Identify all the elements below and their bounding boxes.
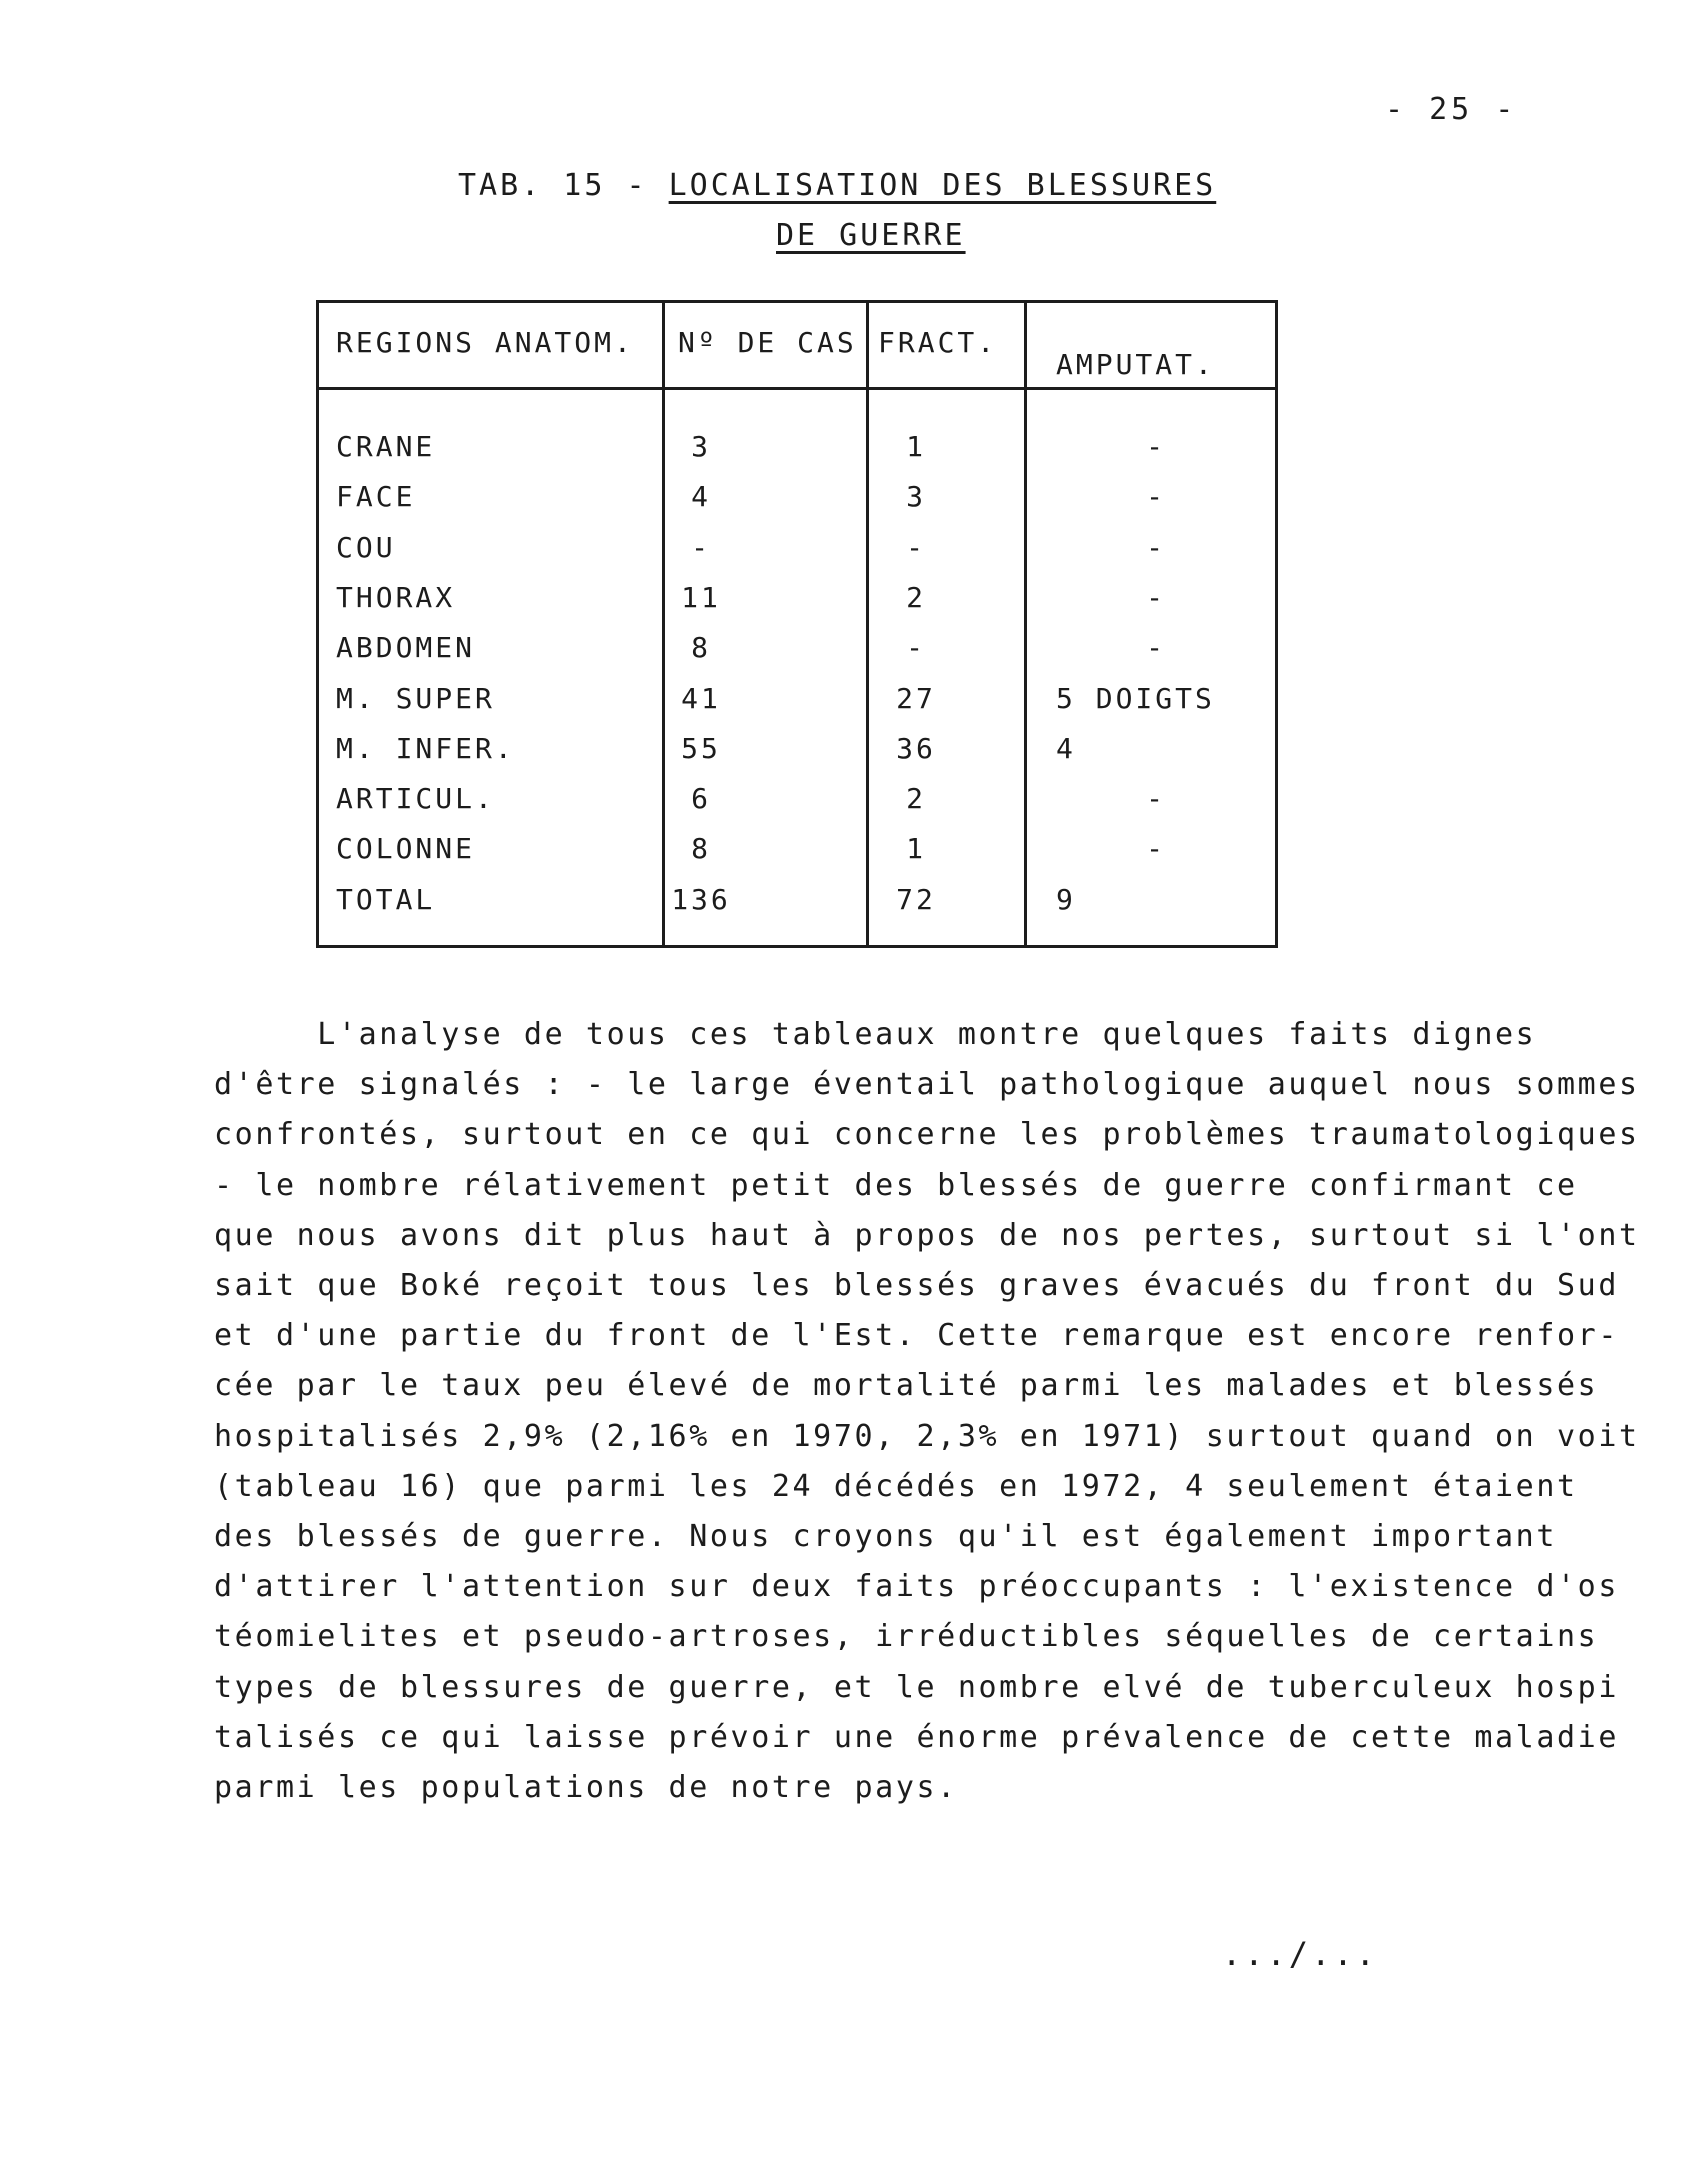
- paragraph-line: - le nombre rélativement petit des blessés de guerre confirmant ce: [214, 1167, 1578, 1203]
- paragraph-line: d'être signalés : - le large éventail pathologique auquel nous sommes: [214, 1067, 1640, 1103]
- cell-fract: 2: [906, 782, 926, 815]
- cell-region: M. SUPER: [336, 682, 495, 715]
- cell-cas: 8: [691, 631, 711, 664]
- continuation-mark: .../...: [1222, 1935, 1378, 1973]
- paragraph-line: types de blessures de guerre, et le nombre elvé de tuberculeux hospi: [214, 1669, 1619, 1705]
- cell-cas: 8: [691, 832, 711, 865]
- cell-amputat: -: [1146, 832, 1166, 865]
- cell-amputat: -: [1146, 782, 1166, 815]
- cell-amputat: -: [1146, 531, 1166, 564]
- table-title-underlined-2: DE GUERRE: [776, 218, 966, 253]
- cell-region: ABDOMEN: [336, 631, 476, 664]
- cell-fract: 3: [906, 480, 926, 513]
- paragraph-line: hospitalisés 2,9% (2,16% en 1970, 2,3% en 1971) surtout quand on voit: [214, 1418, 1640, 1454]
- header-cas: Nº DE CAS: [678, 326, 857, 359]
- cell-cas: -: [691, 531, 711, 564]
- cell-amputat: -: [1146, 480, 1166, 513]
- cell-fract: 2: [906, 581, 926, 614]
- body-paragraph: [214, 1010, 1640, 1813]
- cell-region: THORAX: [336, 581, 456, 614]
- table-title-line2: [776, 218, 966, 253]
- cell-fract: -: [906, 531, 926, 564]
- cell-region: FACE: [336, 480, 416, 513]
- paragraph-line: confrontés, surtout en ce qui concerne les problèmes traumatologiques: [214, 1117, 1640, 1153]
- cell-amputat: 4: [1056, 732, 1076, 765]
- wounds-table: [316, 300, 1278, 948]
- cell-amputat: 9: [1056, 883, 1076, 916]
- table-vline: [1275, 300, 1278, 948]
- table-vline: [866, 300, 869, 948]
- page-number: - 25 -: [1385, 92, 1518, 127]
- cell-cas: 136: [671, 883, 731, 916]
- paragraph-line: sait que Boké reçoit tous les blessés graves évacués du front du Sud: [214, 1268, 1619, 1304]
- paragraph-line: téomielites et pseudo-artroses, irréductibles séquelles de certains: [214, 1619, 1599, 1655]
- paragraph-line: talisés ce qui laisse prévoir une énorme prévalence de cette maladie: [214, 1719, 1619, 1755]
- cell-fract: 27: [896, 682, 936, 715]
- cell-amputat: -: [1146, 631, 1166, 664]
- cell-fract: -: [906, 631, 926, 664]
- paragraph-line: d'attirer l'attention sur deux faits préoccupants : l'existence d'os: [214, 1569, 1619, 1605]
- table-title-underlined: LOCALISATION DES BLESSURES: [668, 168, 1217, 203]
- cell-region: TOTAL: [336, 883, 436, 916]
- cell-fract: 36: [896, 732, 936, 765]
- cell-region: COU: [336, 531, 396, 564]
- cell-cas: 55: [681, 732, 721, 765]
- paragraph-line: et d'une partie du front de l'Est. Cette remarque est encore renfor-: [214, 1318, 1619, 1354]
- paragraph-line: cée par le taux peu élevé de mortalité parmi les malades et blessés: [214, 1368, 1599, 1404]
- paragraph-line: (tableau 16) que parmi les 24 décédés en 1972, 4 seulement étaient: [214, 1468, 1578, 1504]
- cell-amputat: 5 DOIGTS: [1056, 682, 1215, 715]
- cell-region: M. INFER.: [336, 732, 515, 765]
- cell-fract: 1: [906, 832, 926, 865]
- cell-region: CRANE: [336, 430, 436, 463]
- cell-amputat: -: [1146, 581, 1166, 614]
- table-border-bottom: [316, 945, 1278, 948]
- cell-fract: 72: [896, 883, 936, 916]
- paragraph-line: L'analyse de tous ces tableaux montre quelques faits dignes: [214, 1017, 1537, 1052]
- table-title: [458, 168, 1216, 203]
- cell-cas: 4: [691, 480, 711, 513]
- table-vline: [1024, 300, 1027, 948]
- paragraph-line: des blessés de guerre. Nous croyons qu'il est également important: [214, 1519, 1557, 1555]
- cell-region: COLONNE: [336, 832, 476, 865]
- paragraph-line: parmi les populations de notre pays.: [214, 1770, 958, 1806]
- cell-cas: 6: [691, 782, 711, 815]
- header-regions: REGIONS ANATOM.: [336, 326, 634, 359]
- cell-cas: 3: [691, 430, 711, 463]
- table-border-top: [316, 300, 1278, 303]
- table-header-divider: [316, 387, 1278, 390]
- table-title-prefix: TAB. 15 -: [458, 168, 669, 203]
- cell-region: ARTICUL.: [336, 782, 495, 815]
- paragraph-line: que nous avons dit plus haut à propos de nos pertes, surtout si l'ont: [214, 1217, 1640, 1253]
- cell-fract: 1: [906, 430, 926, 463]
- cell-cas: 41: [681, 682, 721, 715]
- header-fract: FRACT.: [878, 326, 998, 359]
- cell-cas: 11: [681, 581, 721, 614]
- cell-amputat: -: [1146, 430, 1166, 463]
- header-amputat: AMPUTAT.: [1056, 348, 1215, 381]
- table-vline: [316, 300, 319, 948]
